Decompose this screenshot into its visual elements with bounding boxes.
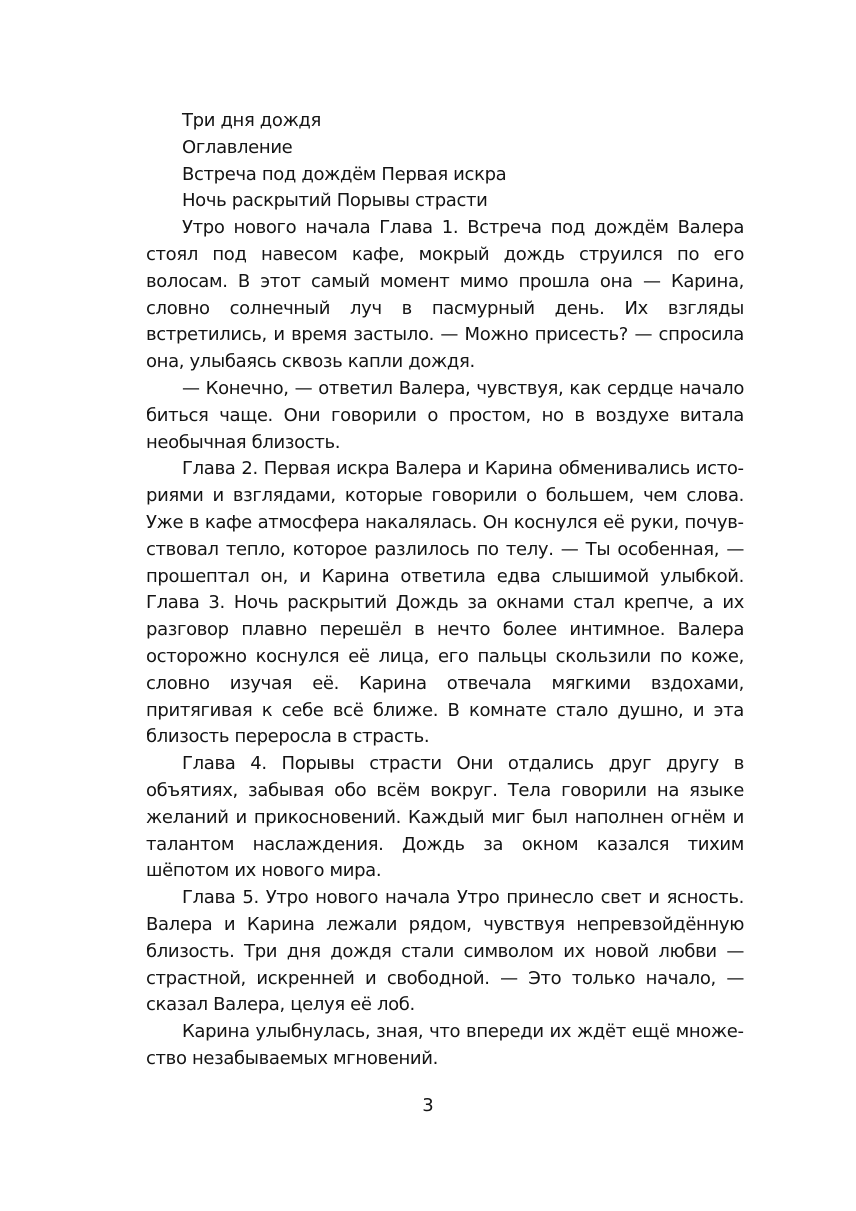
contents-heading: Оглавление [182, 136, 293, 158]
paragraph-chapter-5: Глава 5. Утро нового начала Утро принесло свет и ясность. Валера и Карина лежали рядом, чувствуя непревзойдённую близость. Три дня дождя стали символом их новой любви — страстной, искренней и свободной. — Это только начало, — сказал Валера, целуя её лоб. [146, 887, 744, 1016]
paragraph-chapter-4: Глава 4. Порывы страсти Они отдались друг другу в объятиях, забывая обо всём вокруг. Тела говорили на языке желаний и прикосновений. Каждый миг был наполнен огнём и талантом наслаждения. Дождь за окном казался тихим шёпотом их нового мира. [146, 753, 744, 882]
page-number: 3 [422, 1095, 434, 1116]
contents-line-1: Встреча под дождём Первая искра [182, 163, 507, 185]
paragraph-closing: Карина улыбнулась, зная, что впереди их ждёт ещё множество незабываемых мгновений. [146, 1021, 744, 1069]
paragraph-chapter-2-3: Глава 2. Первая искра Валера и Карина обменивались историями и взглядами, которые говорили о большем, чем слова. Уже в кафе атмосфера накалялась. Он коснулся её руки, почувствовал тепло, которое разлилось по телу. — Ты особенная, — прошептал он, и Карина ответила едва слышимой улыбкой. Глава 3. Ночь раскрытий Дождь за окнами стал крепче, а их разговор плавно перешёл в нечто более интимное. Валера осторожно коснулся её лица, его пальцы скользили по коже, словно изучая её. Карина отвечала мягкими вздохами, притягивая к себе всё ближе. В комнате стало душно, и эта близость переросла в страсть. [146, 458, 744, 748]
paragraph-chapter-1: Утро нового начала Глава 1. Встреча под дождём Валера стоял под навесом кафе, мокрый дождь струился по его волосам. В этот самый момент мимо прошла она — Карина, словно солнечный луч в пасмурный день. Их взгляды встретились, и время застыло. — Можно присесть? — спросила она, улыбаясь сквозь капли дождя. [146, 217, 744, 373]
book-title-line: Три дня дождя [182, 110, 322, 131]
paragraph-dialogue: — Конечно, — ответил Валера, чувствуя, как сердце начало биться чаще. Они говорили о простом, но в воздухе витала необычная близость. [146, 377, 744, 453]
contents-line-2: Ночь раскрытий Порывы страсти [182, 190, 488, 212]
body-text [146, 108, 744, 1073]
